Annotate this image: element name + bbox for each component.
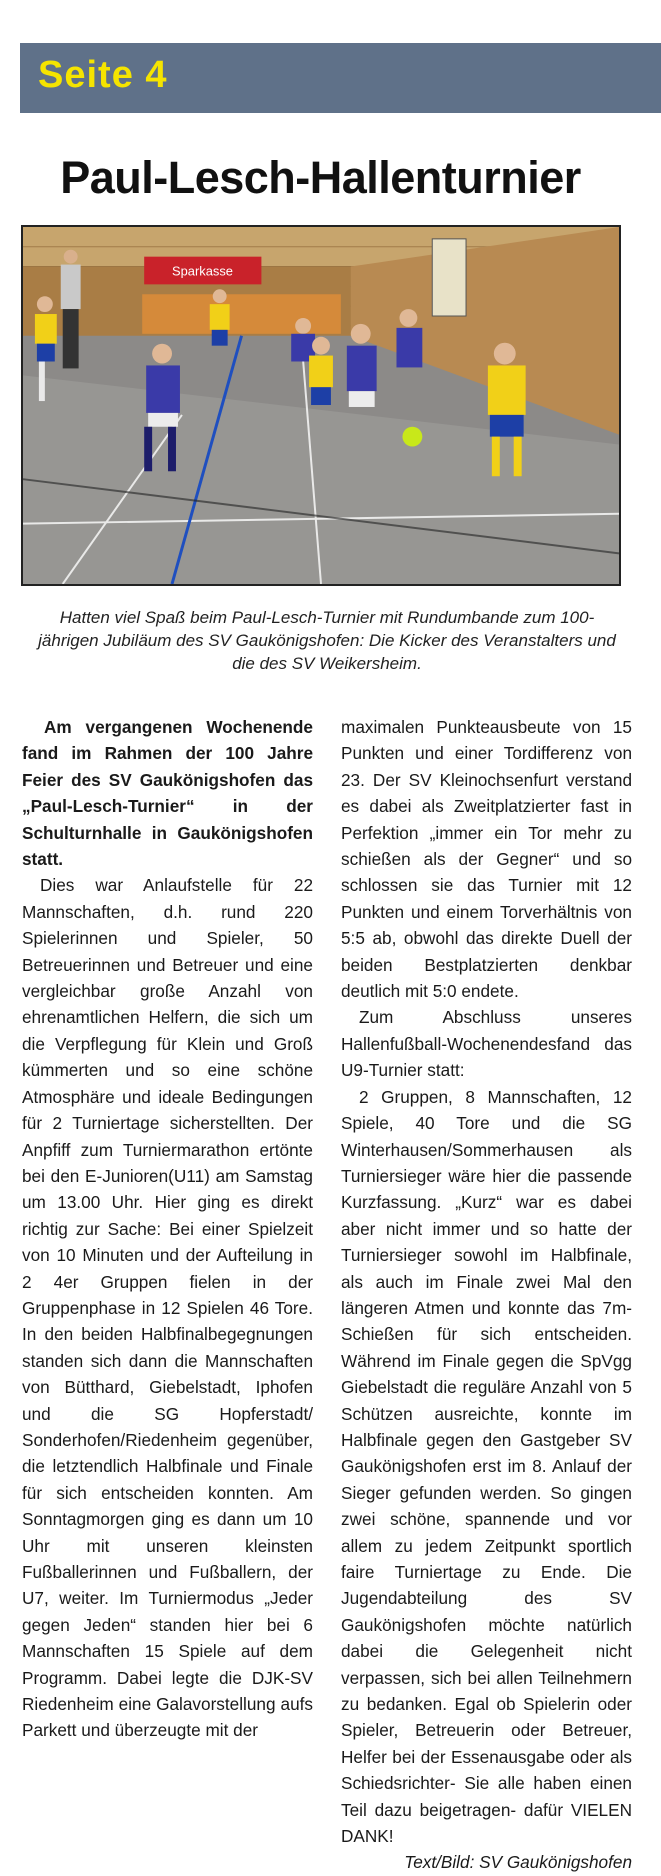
article-title: Paul-Lesch-Hallenturnier <box>60 152 581 203</box>
article-credit: Text/Bild: SV Gaukönigshofen <box>404 1852 632 1873</box>
article-lead: Am vergangenen Wochenende fand im Rahmen der 100 Jahre Feier des SV Gaukönigshofen das „Paul-Lesch-Turnier“ in der Schulturnhalle in Gaukönigshofen statt. <box>22 717 313 870</box>
banner-text: Sparkasse <box>172 263 233 279</box>
page-label: Seite 4 <box>38 54 168 96</box>
photo-caption: Hatten viel Spaß beim Paul-Lesch-Turnier mit Rundumbande zum 100-jährigen Jubiläum des SV Gaukönigshofen: Die Kicker des Veranstalters und die des SV Weikersheim. <box>38 608 616 673</box>
article-column-right <box>341 714 632 1876</box>
article-photo <box>21 225 621 586</box>
page-header-bar <box>20 43 661 113</box>
article-paragraph: Dies war Anlaufstelle für 22 Mannschaften, d.h. rund 220 Spielerinnen und Spieler, 50 Betreuerinnen und Betreuer und eine vergleichbar große Anzahl von ehrenamtlichen Helfern, die sich um die Verpflegung für Klein und Groß kümmerten und so eine schöne Atmosphäre und ideale Bedingungen für 2 Turniertage sicherstellten. Der Anpfiff zum Turniermarathon ertönte bei den E-Junioren(U11) am Samstag um 13.00 Uhr. Hier ging es direkt richtig zur Sache: Bei einer Spielzeit von 10 Minuten und der Aufteilung in 2 4er Gruppen fielen in der Gruppenphase in 12 Spielen 46 Tore. In den beiden Halbfinalbegegnungen standen sich dann die Mannschaften von Bütthard, Giebelstadt, Iphofen und die SG Hopferstadt/ Sonderhofen/Riedenheim gegenüber, die letztendlich Halbfinale und Finale für sich entscheiden konnten. Am Sonntagmorgen ging es dann um 10 Uhr mit unseren kleinsten Fußballerinnen und Fußballern, der U7, weiter. Im Turniermodus „Jeder gegen Jeden“ standen hier bei 6 Mannschaften 15 Spiele auf dem Programm. Dabei legte die DJK-SV Riedenheim eine Galavorstellung aufs Parkett und überzeugte mit der <box>22 875 313 1741</box>
article-paragraph-continued: maximalen Punkteausbeute von 15 Punkten und einer Tordifferenz von 23. Der SV Kleinochsenfurt verstand es dabei als Zweitplatzierter fast in Perfektion „immer ein Tor mehr zu schießen als der Gegner“ und so schlossen sie das Turnier mit 12 Punkten und einem Torverhältnis von 5:5 ab, obwohl das direkte Duell der beiden Bestplatzierten denkbar deutlich mit 5:0 endete. <box>341 717 632 1002</box>
article-column-left <box>22 714 313 1744</box>
article-paragraph: 2 Gruppen, 8 Mannschaften, 12 Spiele, 40 Tore und die SG Winterhausen/Sommerhausen als Turniersieger wäre hier die passende Kurzfassung. „Kurz“ war es dabei aber nicht immer und so hatte der Turniersieger sowohl im Halbfinale, als auch im Finale zwei Mal den längeren Atmen und konnte das 7m-Schießen für sich entscheiden. Während im Finale gegen die SpVgg Giebelstadt die reguläre Anzahl von 5 Schützen ausreichte, konnte im Halbfinale gegen den Gastgeber SV Gaukönigshofen erst im 8. Anlauf der Sieger gefunden werden. So gingen zwei schöne, spannende und vor allem zu jedem Zeitpunkt sportlich faire Turniertage zu Ende. Die Jugendabteilung des SV Gaukönigshofen möchte natürlich dabei die Gelegenheit nicht verpassen, sich bei allen Teilnehmern zu bedanken. Egal ob Spielerin oder Spieler, Betreuerin oder Betreuer, Helfer bei der Essenausgabe oder als Schiedsrichter- Sie alle haben einen Teil dazu beigetragen- dafür VIELEN DANK! <box>341 1086 632 1847</box>
article-paragraph: Zum Abschluss unseres Hallenfußball-Wochenendesfand das U9-Turnier statt: <box>341 1007 632 1081</box>
